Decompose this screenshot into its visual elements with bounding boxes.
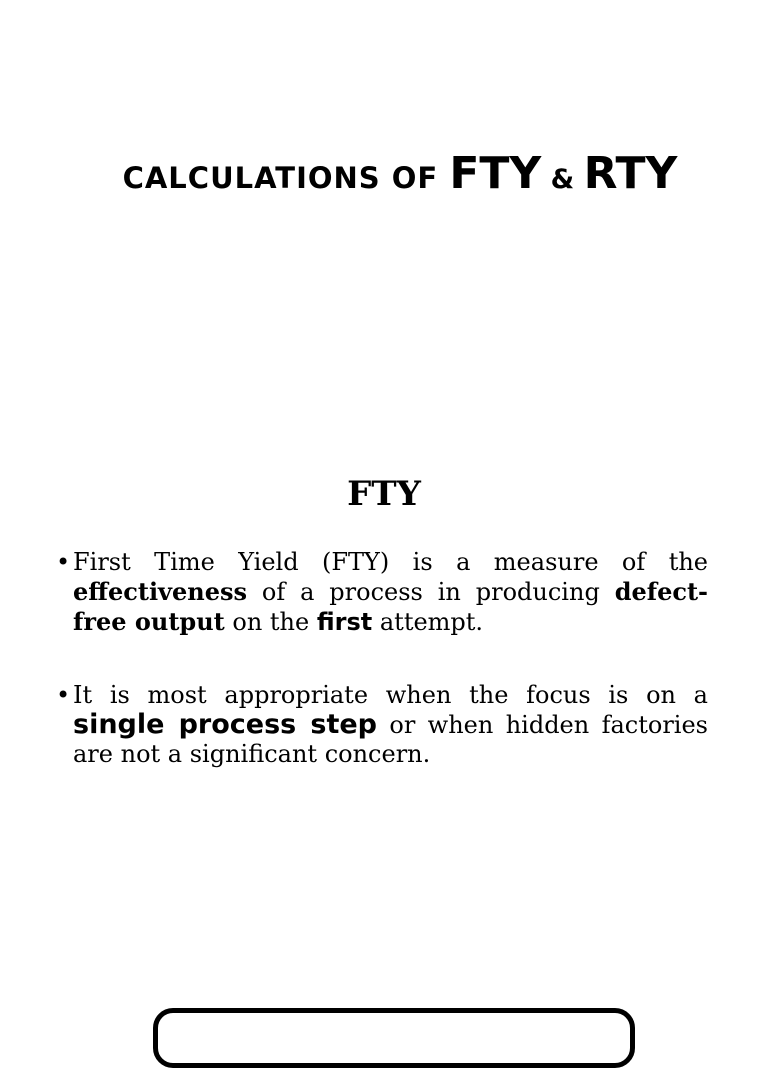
bullet-list bbox=[56, 548, 708, 813]
bullet-text: on the bbox=[224, 608, 317, 636]
formula-box bbox=[153, 1008, 635, 1068]
section-heading: FTY bbox=[347, 474, 421, 514]
title-part-rty: RTY bbox=[583, 148, 678, 199]
title-part-calculations-of: CALCULATIONS OF bbox=[122, 161, 450, 195]
slide-title bbox=[0, 148, 768, 199]
bullet-item-usage bbox=[56, 681, 708, 769]
bullet-dot-icon: • bbox=[56, 548, 71, 576]
title-part-fty: FTY bbox=[449, 148, 542, 199]
bullet-item-definition bbox=[56, 548, 708, 637]
title-part-ampersand: & bbox=[541, 164, 584, 195]
bullet-bold-single-process-step: single process step bbox=[73, 709, 377, 740]
bullet-bold-effectiveness: effectiveness bbox=[73, 577, 248, 606]
bullet-text: attempt. bbox=[372, 608, 484, 636]
bullet-bold-defect-free-output: defect-free output bbox=[73, 577, 708, 636]
bullet-text: It is most appropriate when the focus is on a bbox=[73, 681, 708, 709]
bullet-dot-icon: • bbox=[56, 681, 71, 709]
bullet-text: or when hidden factories are not a significant concern. bbox=[73, 711, 708, 768]
bullet-text: First Time Yield (FTY) is a measure of the bbox=[73, 548, 708, 576]
bullet-text: of a process in producing bbox=[247, 578, 615, 606]
bullet-bold-first: first bbox=[316, 608, 373, 636]
